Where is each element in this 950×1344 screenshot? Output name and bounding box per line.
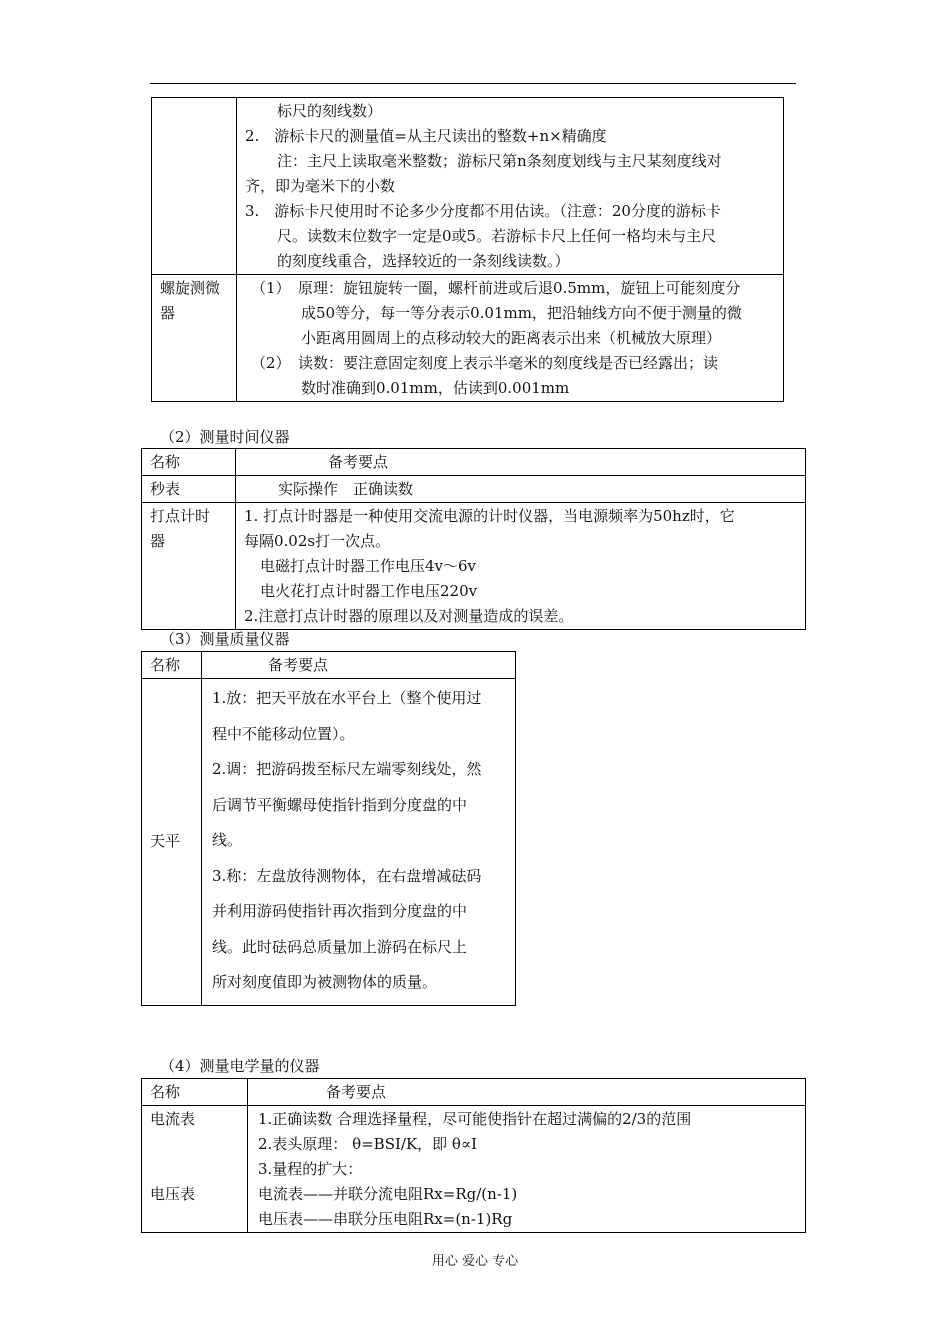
table-row: [142, 503, 806, 630]
header-points: 备考要点: [236, 449, 806, 476]
points-cell: [248, 1106, 806, 1233]
text-line: 程中不能移动位置）。: [212, 724, 355, 743]
name-cell: [142, 1106, 248, 1233]
table-header-row: [142, 652, 516, 679]
text-line: 的刻度线重合，选择较近的一条刻线读数。）: [277, 252, 570, 270]
text-line: 数时准确到0.01mm，估读到0.001mm: [301, 379, 570, 397]
table-header-row: [142, 1079, 806, 1106]
text-line: 1. 打点计时器是一种使用交流电源的计时仪器，当电源频率为50hz时，它: [244, 507, 735, 525]
table-measuring-electric: [141, 1078, 806, 1233]
page-footer: 用心 爱心 专心: [431, 1254, 519, 1269]
table-row: [142, 679, 516, 1006]
text-line: 电磁打点计时器工作电压4v～6v: [260, 557, 477, 575]
points-cell: [202, 679, 516, 1006]
section-caption: （4）测量电学量的仪器: [160, 1057, 320, 1075]
instrument-name: 秒表: [142, 476, 236, 503]
instrument-name: 天平: [142, 679, 202, 1006]
instrument-name: 电压表: [150, 1185, 196, 1203]
instrument-name: 器: [150, 532, 166, 550]
header-name: 名称: [142, 1079, 248, 1106]
text-line: 并利用游码使指针再次指到分度盘的中: [212, 902, 468, 920]
name-cell: [152, 275, 237, 402]
text-line: 所对刻度值即为被测物体的质量。: [212, 973, 438, 991]
text-line: 标尺的刻线数）: [277, 102, 383, 120]
text-line: 3.量程的扩大：: [258, 1160, 363, 1178]
header-name: 名称: [142, 652, 202, 679]
table-row: [142, 1106, 806, 1233]
text-line: 3. 游标卡尺使用时不论多少分度都不用估读。（注意：20分度的游标卡: [245, 202, 721, 220]
text-line: 2. 游标卡尺的测量值=从主尺读出的整数+n×精确度: [245, 127, 607, 145]
instrument-name: 打点计时: [150, 507, 211, 525]
table-header-row: [142, 449, 806, 476]
text-line: 2.表头原理： θ=BSI/K，即 θ∝I: [258, 1135, 478, 1153]
text-line: 注：主尺上读取毫米整数；游标尺第n条刻度划线与主尺某刻度线对: [277, 152, 722, 170]
table-measuring-time: [141, 448, 806, 630]
table-row: [152, 275, 784, 402]
text-line: （1） 原理：旋钮旋转一圈，螺杆前进或后退0.5mm，旋钮上可能刻度分: [251, 279, 741, 297]
header-rule: [150, 83, 796, 84]
text-line: 小距离用圆周上的点移动较大的距离表示出来（机械放大原理）: [301, 329, 722, 347]
text-line: 尺。读数末位数字一定是0或5。若游标卡尺上任何一格均未与主尺: [277, 227, 717, 245]
text-line: 成50等分，每一等分表示0.01mm，把沿轴线方向不便于测量的微: [301, 304, 742, 322]
section-caption: （3）测量质量仪器: [160, 630, 290, 648]
points-cell: [237, 275, 784, 402]
points-cell: [237, 98, 784, 275]
text-line: 电火花打点计时器工作电压220v: [260, 582, 478, 600]
header-points: 备考要点: [248, 1079, 806, 1106]
instrument-name: 电流表: [150, 1110, 196, 1128]
text-line: 2.调：把游码拨至标尺左端零刻线处，然: [212, 760, 482, 778]
table-measuring-mass: [141, 651, 516, 1006]
header-name: 名称: [142, 449, 236, 476]
text-line: 电压表——串联分压电阻Rx=(n-1)Rg: [258, 1210, 513, 1228]
header-points: 备考要点: [202, 652, 516, 679]
name-cell-empty: [152, 98, 237, 275]
text-line: 每隔0.02s打一次点。: [244, 532, 391, 550]
points-cell: [236, 503, 806, 630]
text-line: 3.称：左盘放待测物体，在右盘增减砝码: [212, 866, 482, 885]
name-cell: [142, 503, 236, 630]
text-line: 2.注意打点计时器的原理以及对测量造成的误差。: [244, 607, 574, 625]
text-line: （2） 读数：要注意固定刻度上表示半毫米的刻度线是否已经露出；读: [251, 354, 719, 372]
text-line: 1.放：把天平放在水平台上（整个使用过: [212, 689, 482, 707]
table-measuring-length-continued: [151, 97, 784, 402]
table-row: [142, 476, 806, 503]
text-line: 齐，即为毫米下的小数: [245, 177, 396, 195]
table-row: [152, 98, 784, 275]
text-line: 线。此时砝码总质量加上游码在标尺上: [212, 937, 468, 956]
text-line: 电流表——并联分流电阻Rx=Rg/(n-1): [258, 1185, 518, 1203]
points-text: 实际操作 正确读数: [236, 476, 806, 503]
text-line: 后调节平衡螺母使指针指到分度盘的中: [212, 795, 468, 814]
section-caption: （2）测量时间仪器: [160, 428, 290, 446]
instrument-name: 螺旋测微: [160, 279, 221, 297]
text-line: 1.正确读数 合理选择量程，尽可能使指针在超过满偏的2/3的范围: [258, 1110, 692, 1128]
instrument-name: 器: [160, 304, 176, 322]
text-line: 线。: [212, 831, 243, 849]
